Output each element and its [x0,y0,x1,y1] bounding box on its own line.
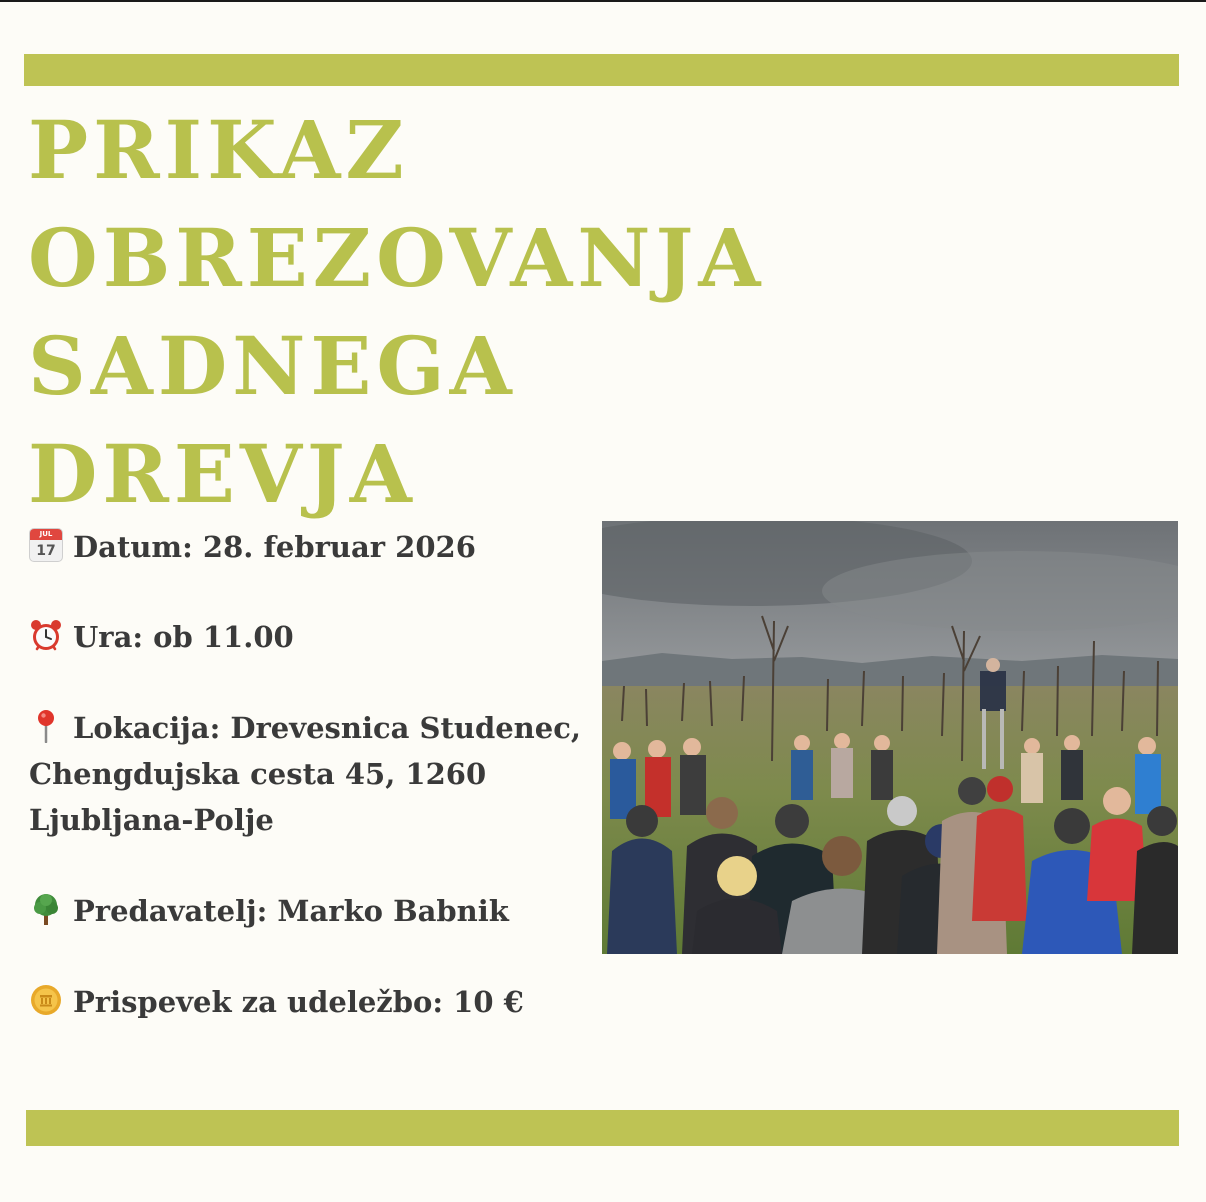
top-border [0,0,1206,2]
date-text: Datum: 28. februar 2026 [73,530,476,564]
pin-icon [29,709,63,743]
top-accent-bar [24,54,1179,86]
lecturer-info [29,888,594,934]
calendar-icon-day: 17 [36,543,56,559]
bottom-accent-bar [26,1110,1179,1146]
calendar-icon [29,528,63,562]
location-text: Lokacija: Drevesnica Studenec, Chengdujska cesta 45, 1260 Ljubljana-Polje [29,711,581,837]
coin-icon [29,983,63,1017]
calendar-icon-month: JUL [30,529,62,540]
title-line-3: SADNEGA [28,319,517,413]
title-line-1: PRIKAZ [28,103,409,197]
fee-info [29,979,594,1025]
date-info [29,524,594,570]
event-photo [602,521,1178,954]
fee-text: Prispevek za udeležbo: 10 € [73,985,524,1019]
time-info [29,614,594,660]
time-text: Ura: ob 11.00 [73,620,294,654]
lecturer-text: Predavatelj: Marko Babnik [73,894,509,928]
title-line-2: OBREZOVANJA [28,211,766,305]
event-title [28,96,765,528]
location-info [29,705,594,843]
title-line-4: DREVJA [28,427,417,521]
tree-icon [29,892,63,926]
alarm-clock-icon [29,618,63,652]
